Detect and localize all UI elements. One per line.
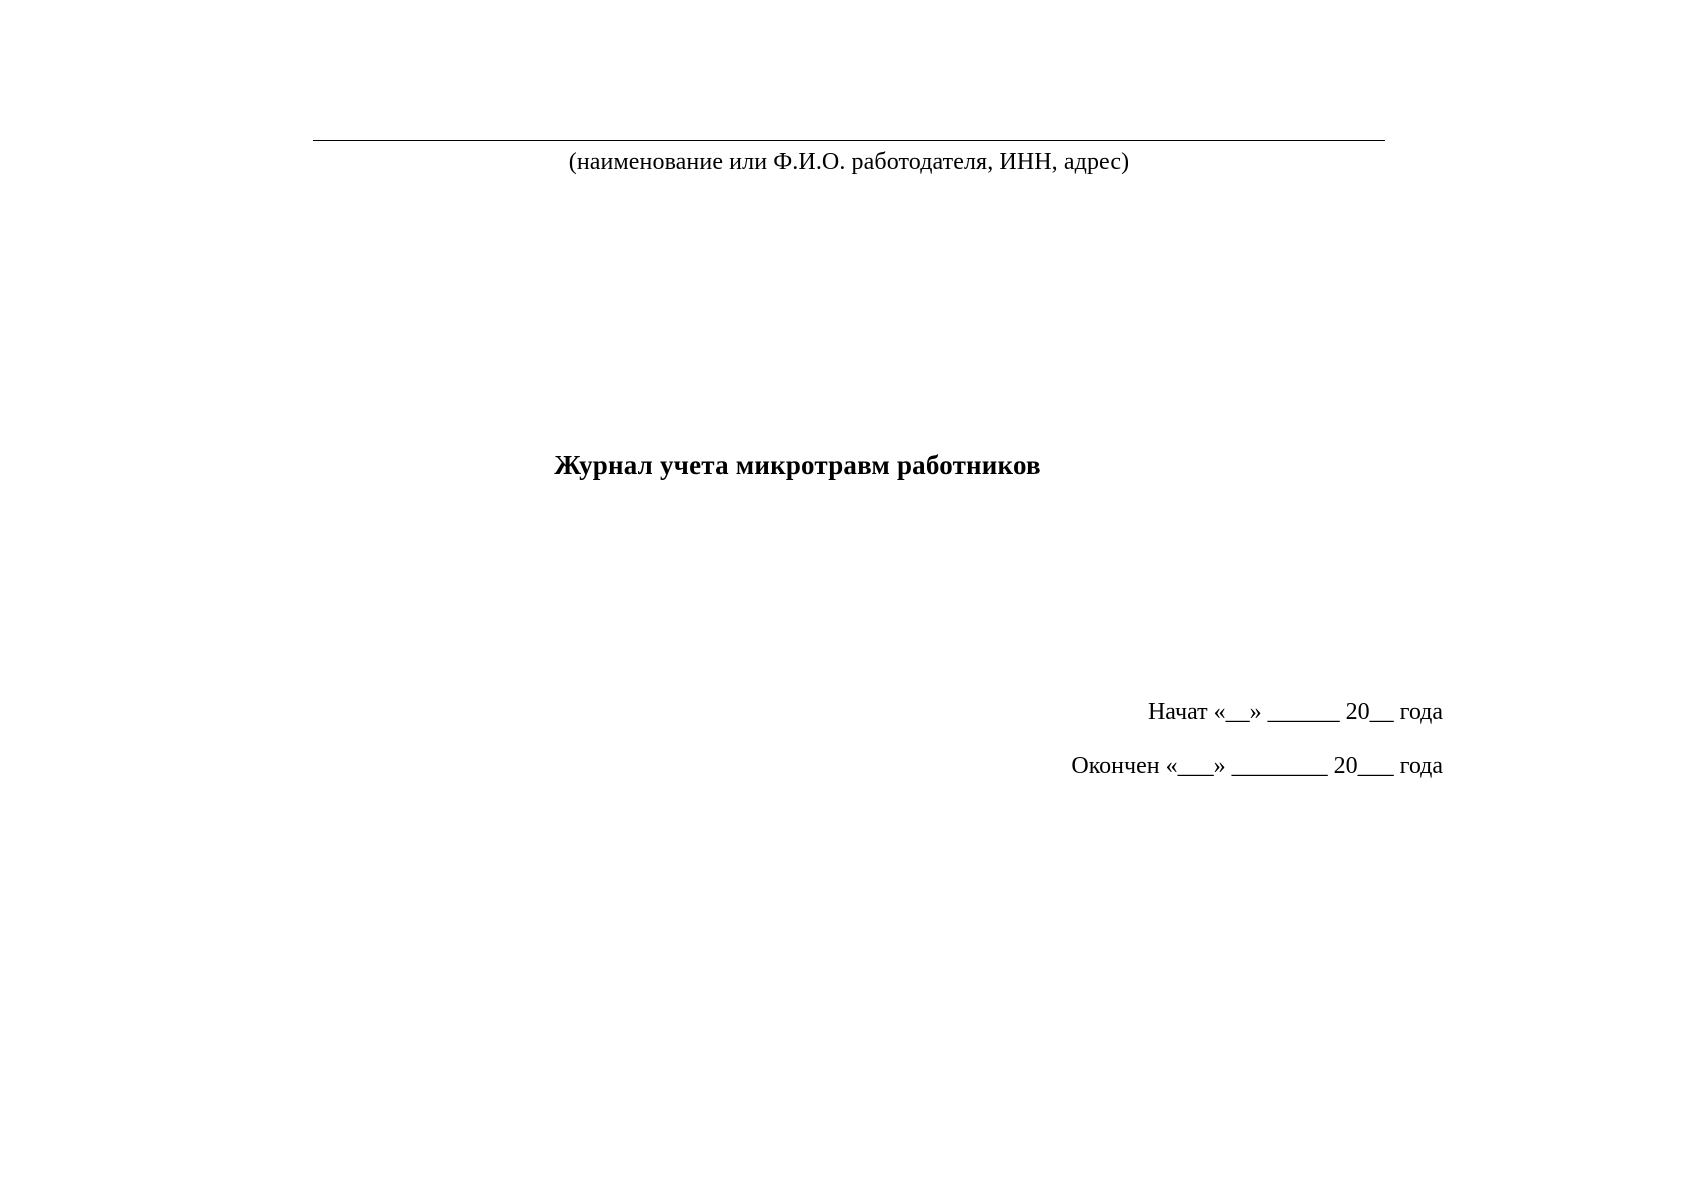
page-title-text: Журнал учета микротравм работников xyxy=(554,450,1041,480)
journal-finished-line[interactable]: Окончен «___» ________ 20___ года xyxy=(1071,753,1443,779)
journal-dates-block xyxy=(1071,700,1443,778)
employer-field-block xyxy=(313,140,1385,177)
employer-fill-in-line[interactable] xyxy=(313,140,1385,141)
page-title xyxy=(0,450,1683,481)
employer-field-caption: (наименование или Ф.И.О. работодателя, ИНН, адрес) xyxy=(568,149,1130,175)
journal-started-line[interactable]: Начат «__» ______ 20__ года xyxy=(1147,699,1443,725)
